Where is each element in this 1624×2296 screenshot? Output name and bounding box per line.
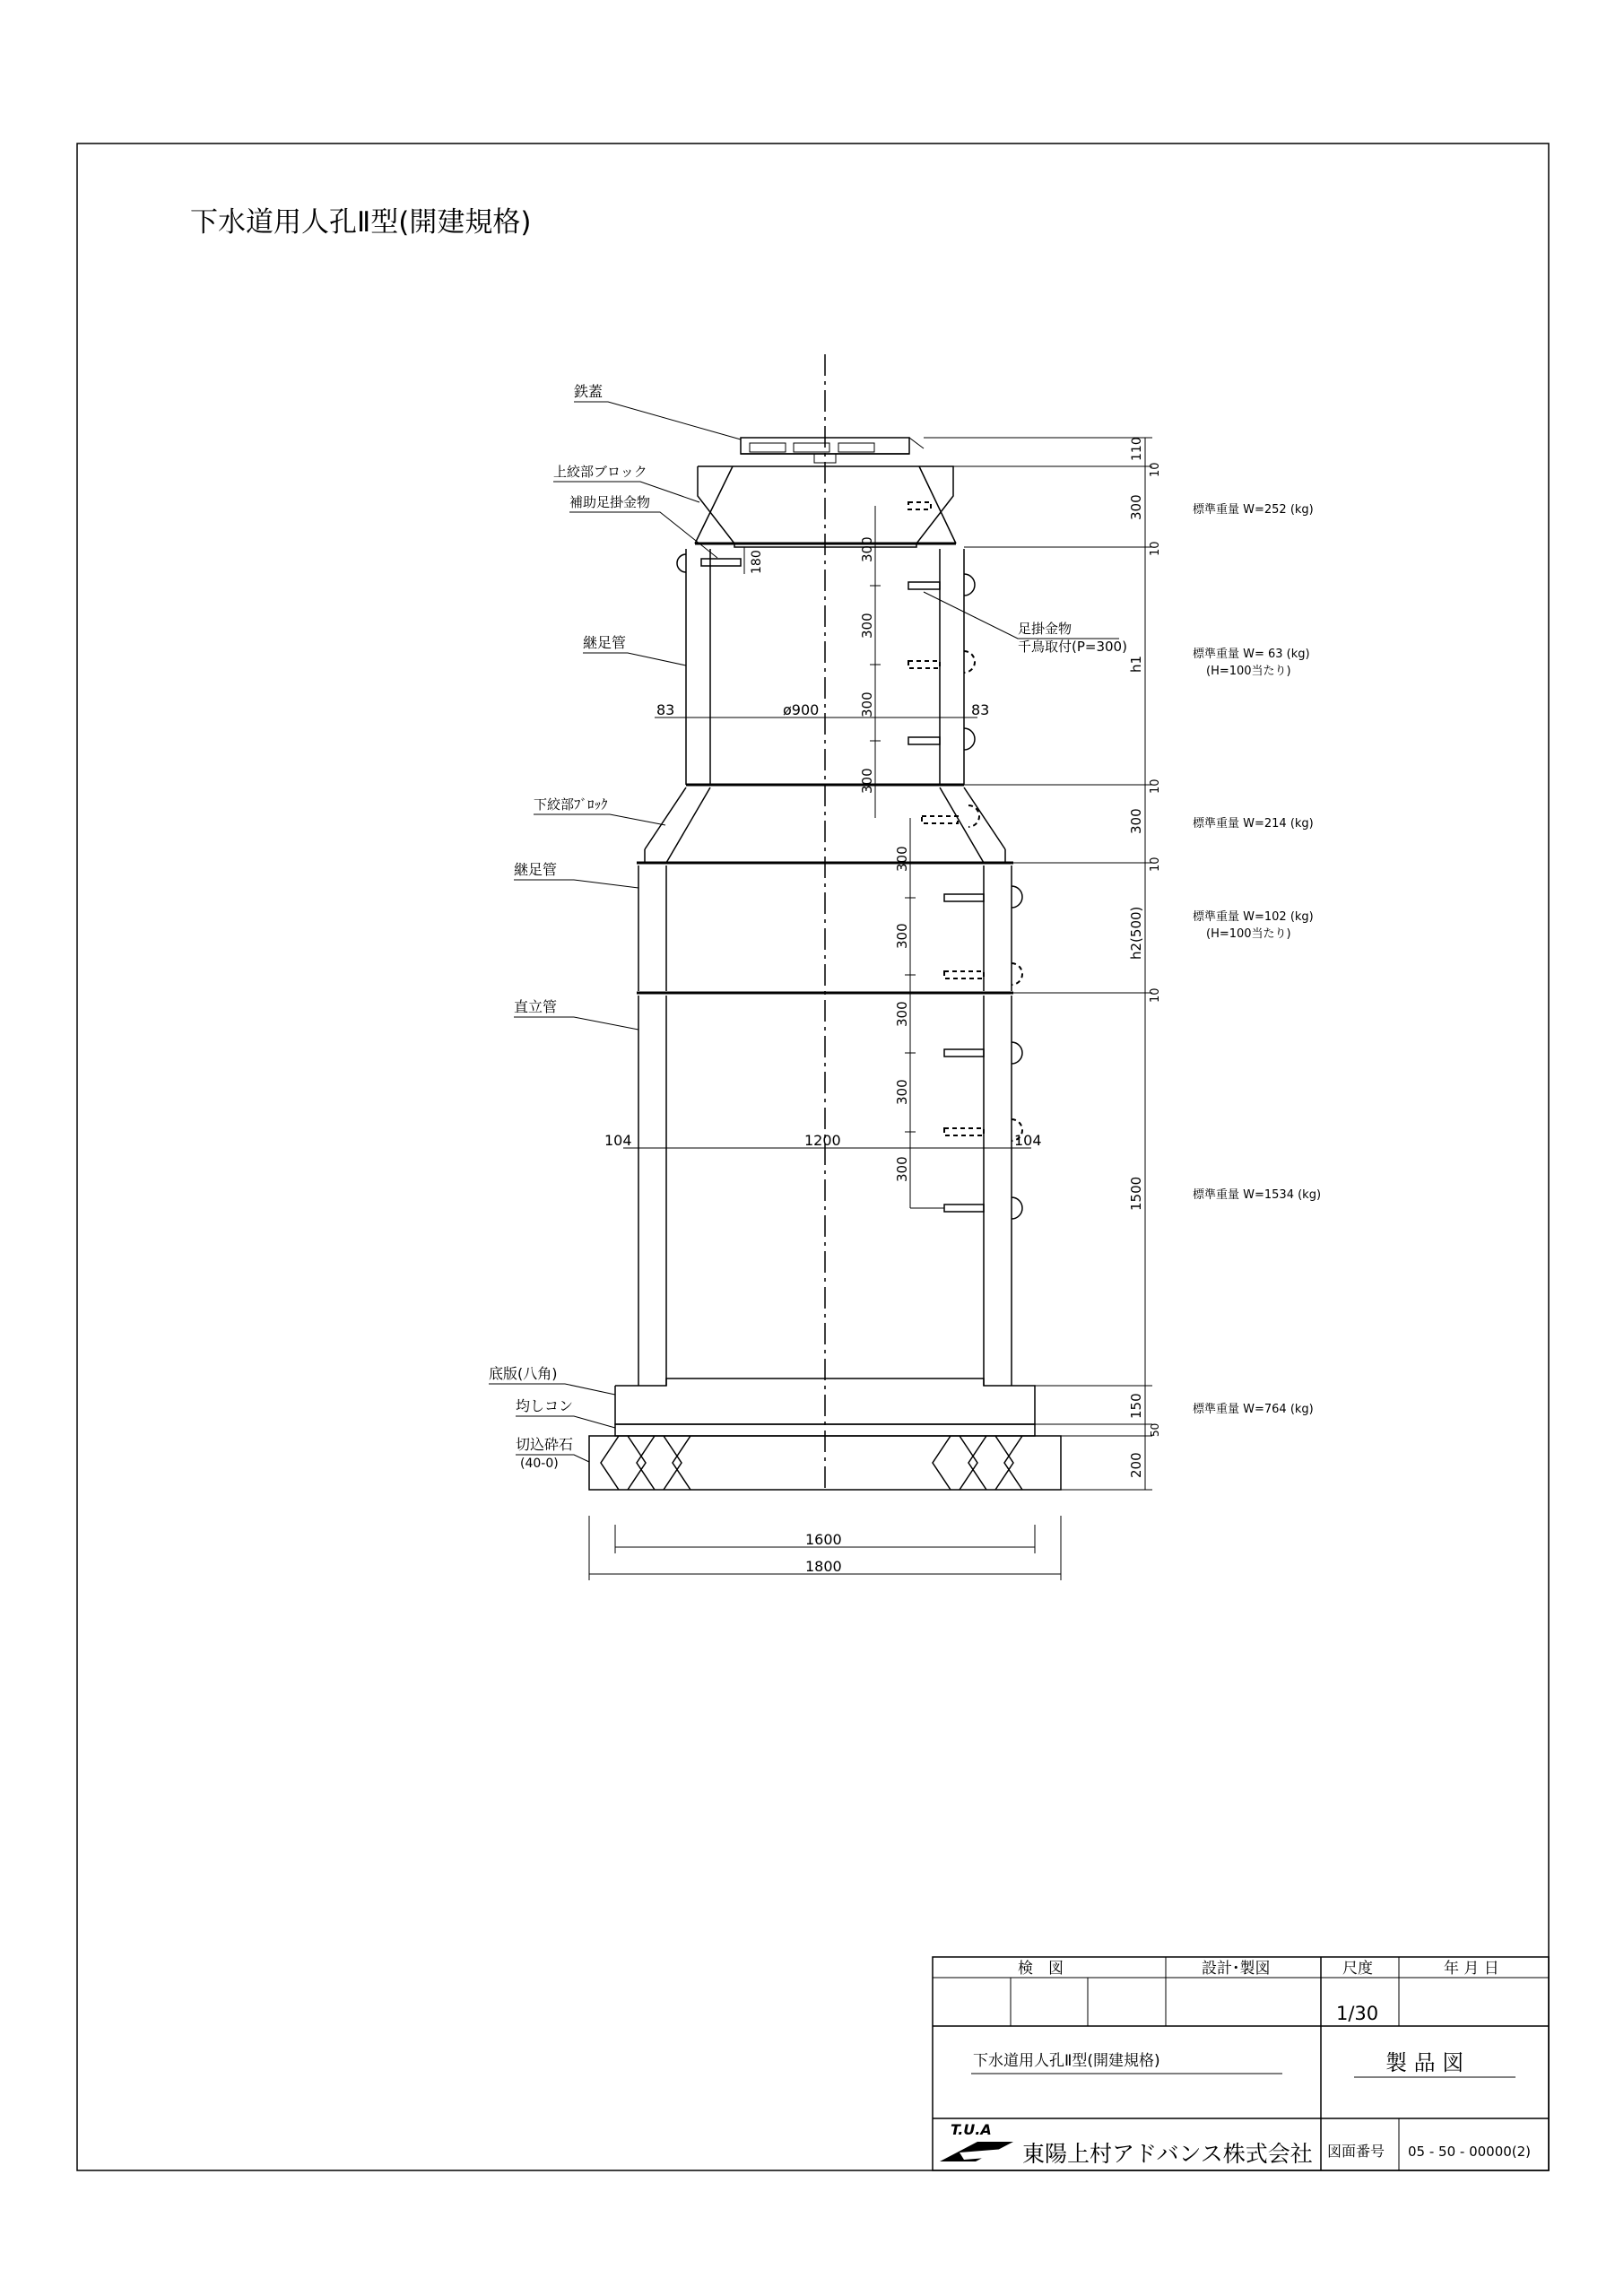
step-fittings xyxy=(677,502,1022,1219)
weight-straight-pipe: 標準重量 W=1534 (kg) xyxy=(1193,1188,1322,1202)
drawing-title: 下水道用人孔Ⅱ型(開建規格) xyxy=(190,206,532,239)
weight-base-slab: 標準重量 W=764 (kg) xyxy=(1193,1403,1314,1416)
dim-dia-upper: ø900 xyxy=(783,701,820,718)
dim-height-leveling: 50 xyxy=(1149,1422,1161,1437)
weight-lower-cone: 標準重量 W=214 (kg) xyxy=(1193,817,1314,831)
label-crushed-stone: 切込砕石 xyxy=(516,1436,574,1453)
step-pitch-6: 300 xyxy=(894,923,910,949)
tb-drawing-no: 05 - 50 - 00000(2) xyxy=(1408,2144,1532,2160)
label-adjust-pipe-lower: 継足管 xyxy=(514,861,558,878)
dim-joint-1: 10 xyxy=(1149,462,1162,477)
dim-joint-5: 10 xyxy=(1149,987,1162,1003)
tb-drawing-type: 製 品 図 xyxy=(1385,2050,1464,2075)
dim-wall-lower-right: 104 xyxy=(1014,1132,1042,1149)
drawing-frame xyxy=(77,144,1549,2170)
dim-wall-upper-left: 83 xyxy=(656,701,675,718)
label-cover: 鉄蓋 xyxy=(574,383,604,400)
step-pitch-4: 300 xyxy=(859,768,875,794)
company-logo-icon xyxy=(940,2142,1013,2161)
tb-logo-text: T.U.A xyxy=(951,2121,992,2138)
aux-step-fitting xyxy=(701,559,741,566)
step-pitch-8: 300 xyxy=(894,1079,910,1105)
iron-cover xyxy=(741,438,924,463)
step-pitch-9: 300 xyxy=(894,1156,910,1182)
tb-check: 検 図 xyxy=(1018,1960,1064,1978)
label-leveling-concrete: 均しコン xyxy=(516,1397,574,1414)
dim-base-width: 1600 xyxy=(805,1531,842,1548)
dim-height-lower-cone: 300 xyxy=(1128,808,1144,834)
dim-dia-lower: 1200 xyxy=(804,1132,841,1149)
tb-drawing-no-label: 図面番号 xyxy=(1327,2143,1385,2160)
tb-drawing-name: 下水道用人孔Ⅱ型(開建規格) xyxy=(973,2052,1160,2070)
step-pitch-1: 300 xyxy=(859,536,875,562)
weight-upper-cone: 標準重量 W=252 (kg) xyxy=(1193,503,1314,517)
dim-height-h1: h1 xyxy=(1128,655,1144,673)
dim-height-base: 150 xyxy=(1128,1393,1144,1419)
tb-company: 東陽上村アドバンス株式会社 xyxy=(1022,2141,1313,2167)
step-pitch-3: 300 xyxy=(859,691,875,718)
dim-height-cover: 110 xyxy=(1130,437,1144,461)
tb-date-label: 年 月 日 xyxy=(1444,1960,1499,1978)
dim-joint-3: 10 xyxy=(1149,778,1162,794)
dim-height-straight: 1500 xyxy=(1128,1176,1144,1211)
vertical-dims xyxy=(924,438,1152,1490)
weight-adjust-lower-note: (H=100当たり) xyxy=(1206,927,1291,941)
dim-stone-width: 1800 xyxy=(805,1558,842,1575)
dim-height-h2: h2(500) xyxy=(1128,906,1144,960)
label-crushed-stone-spec: (40-0) xyxy=(520,1457,559,1471)
dim-wall-lower-left: 104 xyxy=(604,1132,632,1149)
weight-adjust-lower: 標準重量 W=102 (kg) xyxy=(1193,910,1314,924)
label-adjust-pipe-upper: 継足管 xyxy=(583,634,627,651)
aux-step-height: 180 xyxy=(750,550,764,574)
weight-adjust-upper: 標準重量 W= 63 (kg) xyxy=(1193,648,1310,661)
label-upper-cone: 上絞部ブロック xyxy=(553,464,647,480)
step-pitch-5: 300 xyxy=(894,846,910,872)
tb-scale-value: 1/30 xyxy=(1336,2003,1379,2024)
label-step-fitting-spec: 千鳥取付(P=300) xyxy=(1018,639,1127,655)
step-pitch-2: 300 xyxy=(859,613,875,639)
label-lower-cone: 下絞部ﾌﾞﾛｯｸ xyxy=(534,796,608,813)
tb-design: 設計･製図 xyxy=(1202,1960,1271,1978)
dim-joint-2: 10 xyxy=(1149,541,1162,556)
dim-height-stone: 200 xyxy=(1128,1452,1144,1478)
dim-height-upper-cone: 300 xyxy=(1128,494,1144,520)
tb-scale-label: 尺度 xyxy=(1342,1960,1373,1978)
step-pitch-7: 300 xyxy=(894,1001,910,1027)
label-step-fitting: 足掛金物 xyxy=(1018,621,1073,637)
dim-wall-upper-right: 83 xyxy=(971,701,990,718)
dim-joint-4: 10 xyxy=(1149,857,1162,872)
label-aux-step: 補助足掛金物 xyxy=(569,494,651,510)
label-straight-pipe: 直立管 xyxy=(514,998,558,1015)
weight-adjust-upper-note: (H=100当たり) xyxy=(1206,665,1291,678)
label-base-slab: 底版(八角) xyxy=(489,1365,558,1382)
